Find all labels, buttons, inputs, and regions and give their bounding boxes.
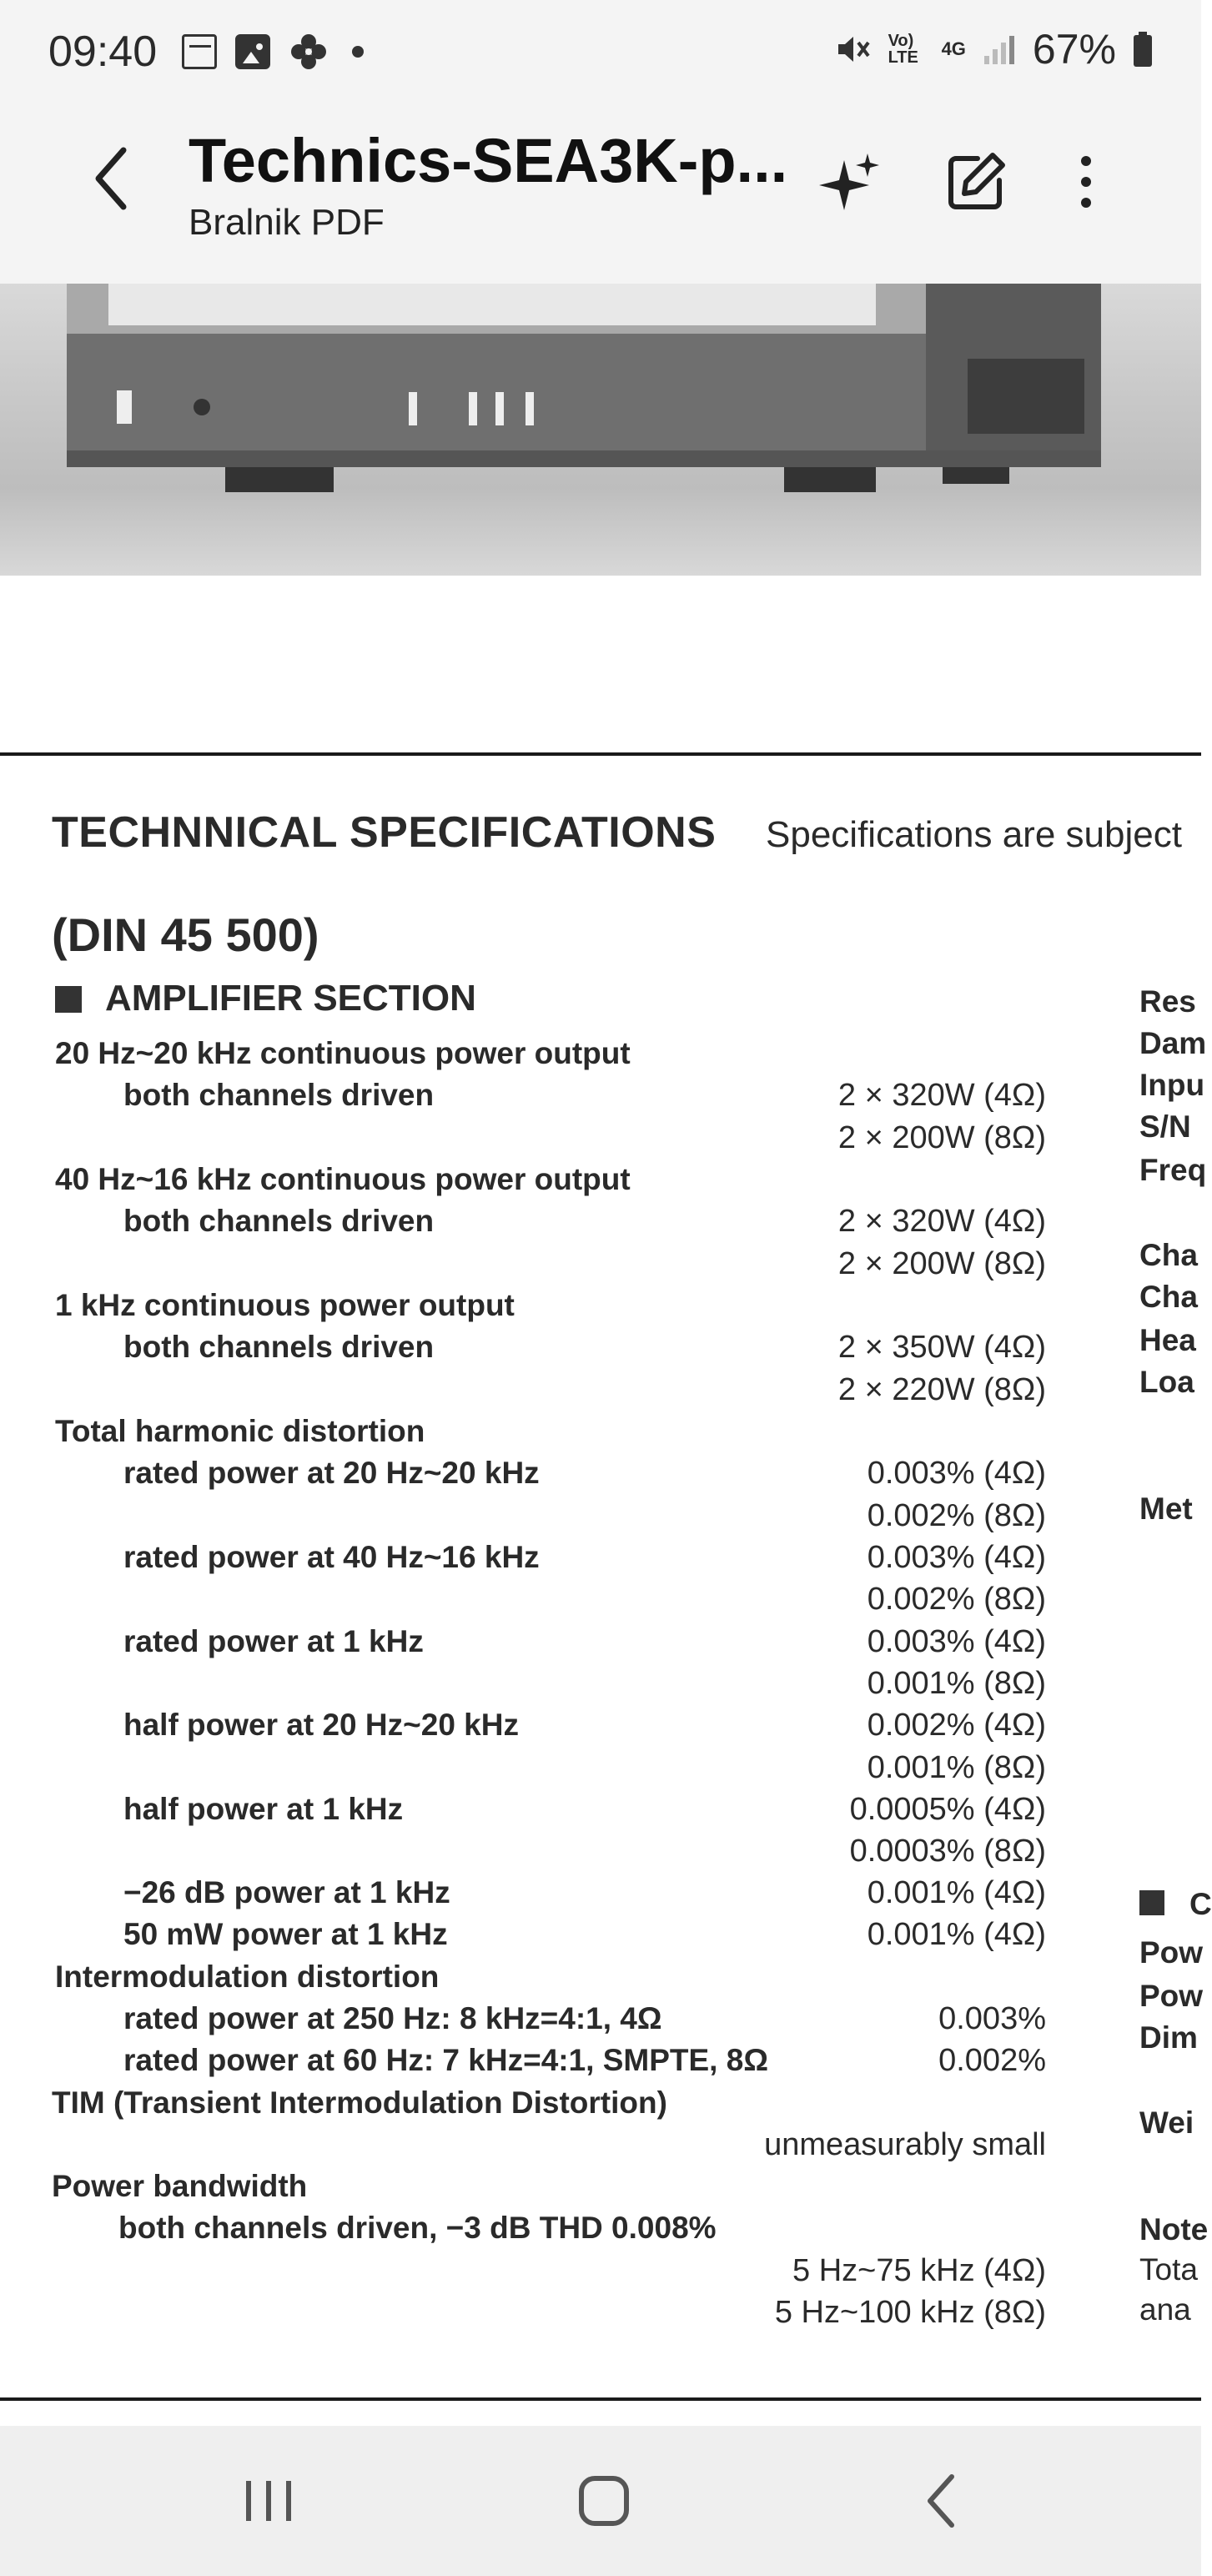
right-column-label: Note bbox=[1139, 2212, 1209, 2246]
navigation-bar bbox=[0, 2426, 1201, 2576]
spec-label: rated power at 250 Hz: 8 kHz=4:1, 4Ω bbox=[123, 2001, 662, 2035]
spec-value: 0.001% (8Ω) bbox=[867, 1750, 1046, 1785]
spec-value: 2 × 200W (8Ω) bbox=[837, 1120, 1046, 1155]
ai-assist-button[interactable] bbox=[816, 147, 886, 217]
spec-value: 0.002% (8Ω) bbox=[867, 1498, 1046, 1533]
spec-value: 0.001% (4Ω) bbox=[867, 1917, 1046, 1952]
right-column-label: Pow bbox=[1139, 1979, 1204, 2013]
mute-icon bbox=[835, 31, 872, 68]
spec-label: 50 mW power at 1 kHz bbox=[123, 1917, 448, 1951]
spec-label: 1 kHz continuous power output bbox=[55, 1288, 515, 1322]
right-column-label: Res bbox=[1139, 984, 1196, 1019]
spec-value: 0.002% (8Ω) bbox=[867, 1582, 1046, 1617]
right-column-label: Tota bbox=[1139, 2252, 1198, 2287]
status-right-icons bbox=[835, 25, 1153, 73]
spec-value: 5 Hz~100 kHz (8Ω) bbox=[774, 2295, 1046, 2330]
back-button[interactable] bbox=[77, 143, 147, 214]
spec-value: 2 × 320W (4Ω) bbox=[837, 1078, 1046, 1113]
spec-label: Total harmonic distortion bbox=[55, 1414, 425, 1448]
spec-label: rated power at 20 Hz~20 kHz bbox=[123, 1456, 540, 1490]
pinwheel-notification-icon bbox=[289, 32, 329, 72]
document-top-rule bbox=[0, 752, 1201, 756]
spec-label: rated power at 40 Hz~16 kHz bbox=[123, 1540, 540, 1574]
section-bullet-icon bbox=[55, 986, 82, 1013]
more-options-button[interactable] bbox=[1051, 147, 1121, 217]
home-icon bbox=[575, 2472, 633, 2530]
volte-label: Vo) LTE bbox=[888, 32, 918, 67]
network-type-label: 4G bbox=[941, 38, 966, 59]
spec-value: 0.003% (4Ω) bbox=[867, 1540, 1046, 1575]
app-bar bbox=[0, 108, 1201, 284]
right-column-label: Dim bbox=[1139, 2020, 1198, 2055]
right-column-label: Cha bbox=[1139, 1238, 1198, 1272]
right-column-label: Freq bbox=[1139, 1153, 1207, 1187]
back-icon bbox=[920, 2472, 962, 2530]
spec-value: 0.0003% (8Ω) bbox=[849, 1834, 1046, 1869]
right-column-label: Dam bbox=[1139, 1026, 1207, 1060]
app-subtitle: Bralnik PDF bbox=[189, 202, 385, 243]
spec-label: 20 Hz~20 kHz continuous power output bbox=[55, 1036, 631, 1070]
right-column-label: Pow bbox=[1139, 1935, 1204, 1970]
document-bottom-rule bbox=[0, 2397, 1201, 2401]
recents-button[interactable] bbox=[227, 2459, 310, 2543]
section-title: AMPLIFIER SECTION bbox=[105, 978, 476, 1019]
more-notifications-dot-icon bbox=[352, 46, 364, 58]
right-column-label: Inpu bbox=[1139, 1068, 1205, 1102]
spec-value: 0.002% (4Ω) bbox=[867, 1708, 1046, 1743]
spec-label: TIM (Transient Intermodulation Distortion) bbox=[52, 2085, 667, 2120]
spec-value: 0.003% bbox=[938, 2001, 1046, 2036]
spec-value: 2 × 220W (8Ω) bbox=[837, 1372, 1046, 1407]
spec-label: 40 Hz~16 kHz continuous power output bbox=[55, 1162, 631, 1196]
right-column-label: Hea bbox=[1139, 1323, 1196, 1357]
signal-icon bbox=[983, 33, 1016, 66]
spec-value: 2 × 350W (4Ω) bbox=[837, 1330, 1046, 1365]
right-column-label: Wei bbox=[1139, 2106, 1194, 2140]
status-bar bbox=[0, 0, 1201, 108]
amplifier-photo bbox=[0, 284, 1201, 576]
spec-label: both channels driven bbox=[123, 1330, 435, 1364]
image-notification-icon bbox=[235, 34, 270, 69]
calendar-notification-icon bbox=[182, 34, 217, 69]
spec-label: half power at 1 kHz bbox=[123, 1792, 404, 1826]
edit-button[interactable] bbox=[941, 147, 1011, 217]
spec-value: 0.001% (8Ω) bbox=[867, 1666, 1046, 1701]
spec-value: 2 × 320W (4Ω) bbox=[837, 1204, 1046, 1239]
spec-heading: TECHNNICAL SPECIFICATIONS bbox=[52, 808, 717, 857]
spec-value: unmeasurably small bbox=[764, 2127, 1046, 2162]
spec-value: 0.003% (4Ω) bbox=[867, 1456, 1046, 1491]
spec-label: both channels driven bbox=[123, 1204, 435, 1238]
amplifier-illustration bbox=[0, 284, 1201, 576]
right-column-label: Met bbox=[1139, 1492, 1193, 1526]
spec-value: 2 × 200W (8Ω) bbox=[837, 1246, 1046, 1281]
more-vertical-icon bbox=[1078, 153, 1094, 211]
right-column-label: ana bbox=[1139, 2292, 1191, 2327]
spec-label: Power bandwidth bbox=[52, 2169, 308, 2203]
chevron-left-icon bbox=[87, 145, 137, 212]
status-time: 09:40 bbox=[48, 28, 158, 76]
spec-value: 0.002% bbox=[938, 2043, 1046, 2078]
spec-value: 0.001% (4Ω) bbox=[867, 1875, 1046, 1910]
system-back-button[interactable] bbox=[899, 2459, 983, 2543]
spec-value: 0.0005% (4Ω) bbox=[849, 1792, 1046, 1827]
spec-label: Intermodulation distortion bbox=[55, 1960, 440, 1994]
spec-label: −26 dB power at 1 kHz bbox=[123, 1875, 450, 1909]
right-column-label: Loa bbox=[1139, 1365, 1194, 1399]
sparkle-icon bbox=[817, 148, 884, 215]
home-button[interactable] bbox=[562, 2459, 646, 2543]
spec-value: 5 Hz~75 kHz (4Ω) bbox=[792, 2253, 1046, 2288]
spec-label: both channels driven, −3 dB THD 0.008% bbox=[118, 2211, 717, 2245]
spec-value: 0.003% (4Ω) bbox=[867, 1624, 1046, 1659]
right-section-bullet-icon bbox=[1139, 1890, 1164, 1915]
battery-percent: 67% bbox=[1032, 26, 1116, 73]
battery-icon bbox=[1133, 31, 1153, 68]
status-notification-icons bbox=[182, 32, 364, 72]
spec-label: rated power at 1 kHz bbox=[123, 1624, 424, 1658]
din-standard-label: (DIN 45 500) bbox=[52, 908, 319, 961]
document-title: Technics-SEA3K-p... bbox=[189, 126, 788, 195]
right-column-label: S/N bbox=[1139, 1109, 1191, 1144]
right-column-label: Cha bbox=[1139, 1280, 1198, 1314]
edit-icon bbox=[944, 150, 1008, 214]
right-column-label: C bbox=[1189, 1887, 1212, 1921]
spec-label: half power at 20 Hz~20 kHz bbox=[123, 1708, 519, 1742]
spec-heading-note: Specifications are subject bbox=[766, 814, 1182, 855]
recents-icon bbox=[239, 2476, 298, 2526]
spec-label: rated power at 60 Hz: 7 kHz=4:1, SMPTE, 8Ω bbox=[123, 2043, 768, 2077]
spec-label: both channels driven bbox=[123, 1078, 435, 1112]
